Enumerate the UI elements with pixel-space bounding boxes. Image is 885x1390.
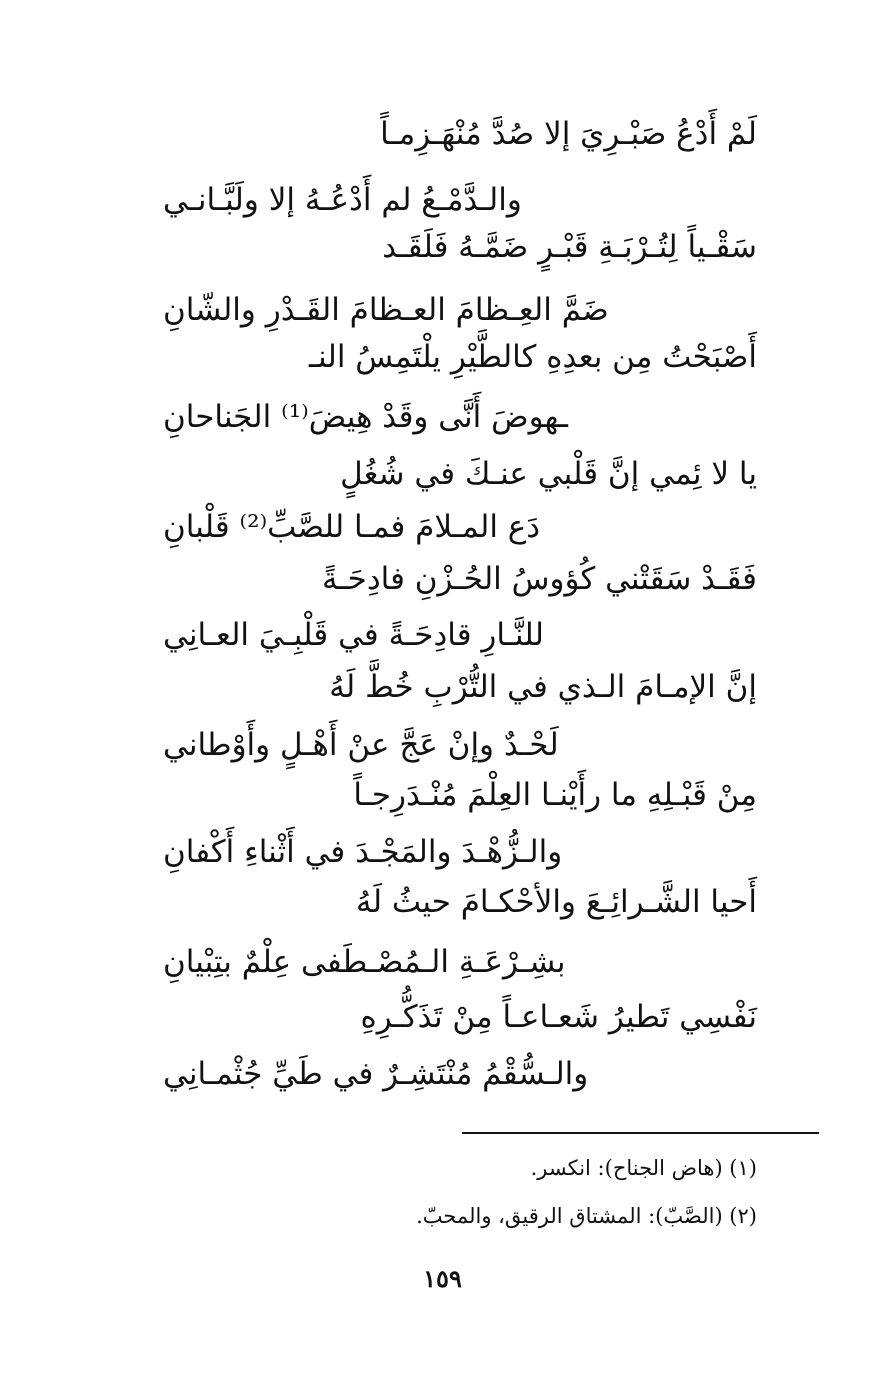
verse-line-4-second-hemistich: دَع المـلامَ فمـا للصَّبِّ⁽²⁾ قَلْبانِ [163,509,541,545]
verse-line-3-second-hemistich: ـهوضَ أَنَّى وقَدْ هِيضَ⁽¹⁾ الجَناحانِ [163,399,569,435]
verse-line-3-first-hemistich: أَصْبَحْتُ مِن بعدِهِ كالطَّيْرِ يلْتَمِسُ النـ [308,339,757,375]
verse-line-8-second-hemistich: بشِـرْعَـةِ الـمُصْـطَفى عِلْمٌ بتِبْيانِ [163,944,566,980]
verse-line-4-first-hemistich: يا لا ئِمي إنَّ قَلْبي عنـكَ في شُغُلٍ [340,456,757,492]
verse-line-6-second-hemistich: لَحْـدٌ وإنْ عَجَّ عنْ أَهْـلٍ وأَوْطاني [163,727,559,763]
verse-line-9-first-hemistich: نَفْسِي تَطيرُ شَعـاعـاً مِنْ تَذَكُّـرِهِ [360,999,757,1035]
verse-line-8-first-hemistich: أَحيا الشَّـرائِـعَ والأحْكـامَ حيثُ لَهُ [355,884,757,920]
verse-line-7-second-hemistich: والـزُّهْـدَ والمَجْـدَ في أَثْناءِ أَكْفانِ [163,834,563,870]
footnote-1: (١) (هاض الجناح): انكسر. [530,1156,757,1180]
verse-line-6-first-hemistich: إنَّ الإمـامَ الـذي في التُّرْبِ خُطَّ لَهُ [329,669,757,705]
verse-line-2-first-hemistich: سَقْـياً لِتُـرْبَـةِ قَبْـرٍ ضَمَّـهُ فَلَقَـد [382,229,757,265]
footnote-separator [462,1132,819,1134]
verse-line-5-first-hemistich: فَقَـدْ سَقَتْني كُؤوسُ الحُـزْنِ فادِحَـةً [321,561,757,597]
page-number: ١٥٩ [423,1264,462,1293]
verse-line-7-first-hemistich: مِنْ قَبْـلِهِ ما رأَيْنـا العِلْمَ مُنْـدَرِجـاً [353,777,757,813]
verse-line-1-second-hemistich: والـدَّمْـعُ لم أَدْعُـهُ إلا ولَبَّـانـي [163,182,522,218]
verse-line-2-second-hemistich: ضَمَّ العِـظامَ العـظامَ القَـدْرِ والشّانِ [163,292,609,328]
footnote-2: (٢) (الصَّبّ): المشتاق الرقيق، والمحبّ. [416,1204,757,1228]
verse-line-9-second-hemistich: والـسُّقْمُ مُنْتَشِـرٌ في طَيِّ جُثْمـانِي [163,1056,589,1092]
verse-line-5-second-hemistich: للنَّـارِ قادِحَـةً في قَلْبِـيَ العـانِي [163,617,544,653]
verse-line-1-first-hemistich: لَمْ أَدْعُ صَبْـرِيَ إلا صُدَّ مُنْهَـزِمـاً [380,116,757,152]
